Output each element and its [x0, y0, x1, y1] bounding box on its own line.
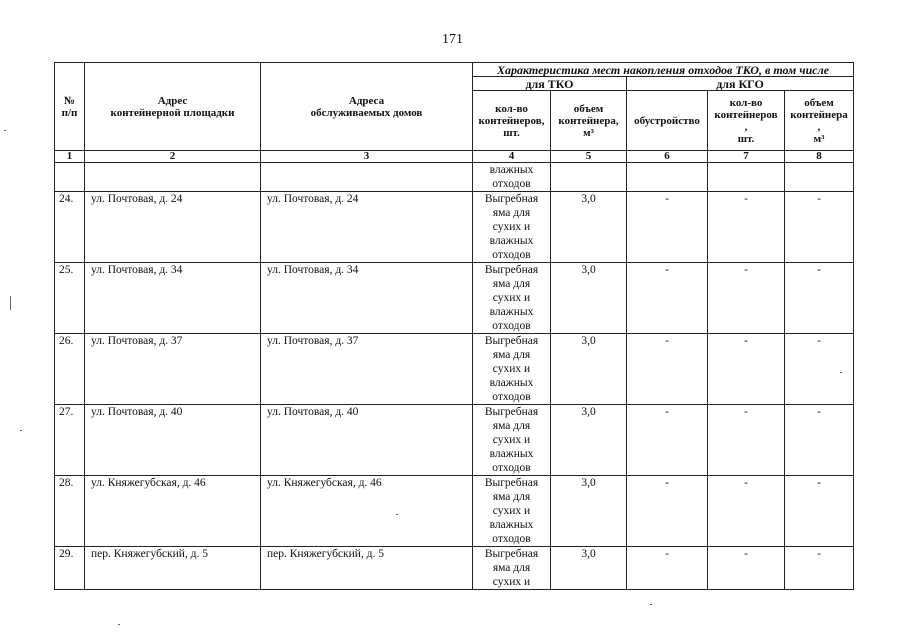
col-header-kgo-volume: объем контейнера , м³: [785, 91, 854, 151]
row-number: 26.: [55, 334, 85, 405]
waste-type-cell: Выгребная яма для сухих и влажных отходов: [473, 192, 551, 263]
waste-type-cell: Выгребная яма для сухих и влажных отходов: [473, 263, 551, 334]
kgo-volume-cell: -: [785, 263, 854, 334]
kgo-count-cell: -: [708, 263, 785, 334]
col-header-kgo: для КГО: [627, 77, 854, 91]
served-houses-address: ул. Почтовая, д. 24: [261, 192, 473, 263]
col-header-tko: для ТКО: [473, 77, 627, 91]
container-site-address: ул. Почтовая, д. 24: [85, 192, 261, 263]
table-row: [55, 263, 854, 334]
waste-type-cell: Выгребная яма для сухих и влажных отходов: [473, 476, 551, 547]
kgo-volume-cell: -: [785, 192, 854, 263]
column-number-row: [55, 151, 854, 163]
table-row-continuation: [55, 163, 854, 192]
col-header-kgo-count: кол-во контейнеров , шт.: [708, 91, 785, 151]
col-number: 6: [627, 151, 708, 163]
container-site-address: ул. Почтовая, д. 37: [85, 334, 261, 405]
col-header-no: № п/п: [55, 63, 85, 151]
table-row: [55, 547, 854, 590]
container-volume: 3,0: [551, 476, 627, 547]
row-number: 24.: [55, 192, 85, 263]
container-volume: 3,0: [551, 192, 627, 263]
table-row: [55, 334, 854, 405]
col-number: 4: [473, 151, 551, 163]
col-number: 8: [785, 151, 854, 163]
col-header-address: Адрес контейнерной площадки: [85, 63, 261, 151]
page-number: 171: [442, 32, 463, 47]
kgo-volume-cell: -: [785, 334, 854, 405]
container-volume: 3,0: [551, 334, 627, 405]
table-row: [55, 476, 854, 547]
table-row: [55, 405, 854, 476]
col-header-container-volume: объем контейнера, м³: [551, 91, 627, 151]
container-volume: 3,0: [551, 405, 627, 476]
served-houses-address: ул. Почтовая, д. 40: [261, 405, 473, 476]
col-number: 3: [261, 151, 473, 163]
served-houses-address: ул. Почтовая, д. 34: [261, 263, 473, 334]
kgo-volume-cell: -: [785, 476, 854, 547]
kgo-count-cell: -: [708, 192, 785, 263]
facility-cell: -: [627, 405, 708, 476]
col-number: 1: [55, 151, 85, 163]
row-number: 25.: [55, 263, 85, 334]
waste-sites-table: [54, 62, 854, 590]
row-number: 27.: [55, 405, 85, 476]
waste-type-cell: Выгребная яма для сухих и влажных отходов: [473, 405, 551, 476]
facility-cell: -: [627, 476, 708, 547]
col-header-facility: обустройство: [627, 91, 708, 151]
facility-cell: -: [627, 263, 708, 334]
waste-type-cell: Выгребная яма для сухих и: [473, 547, 551, 590]
kgo-count-cell: -: [708, 476, 785, 547]
container-site-address: ул. Княжегубская, д. 46: [85, 476, 261, 547]
kgo-volume-cell: -: [785, 547, 854, 590]
kgo-count-cell: -: [708, 334, 785, 405]
served-houses-address: ул. Почтовая, д. 37: [261, 334, 473, 405]
served-houses-address: пер. Княжегубский, д. 5: [261, 547, 473, 590]
container-site-address: ул. Почтовая, д. 40: [85, 405, 261, 476]
kgo-count-cell: -: [708, 547, 785, 590]
facility-cell: -: [627, 334, 708, 405]
col-number: 7: [708, 151, 785, 163]
container-site-address: пер. Княжегубский, д. 5: [85, 547, 261, 590]
waste-type-cell: влажных отходов: [473, 163, 551, 192]
facility-cell: -: [627, 192, 708, 263]
col-number: 5: [551, 151, 627, 163]
container-site-address: ул. Почтовая, д. 34: [85, 263, 261, 334]
kgo-count-cell: -: [708, 405, 785, 476]
kgo-volume-cell: -: [785, 405, 854, 476]
container-volume: 3,0: [551, 263, 627, 334]
row-number: 29.: [55, 547, 85, 590]
row-number: 28.: [55, 476, 85, 547]
container-volume: 3,0: [551, 547, 627, 590]
col-header-characteristics: Характеристика мест накопления отходов ТКО, в том числе: [473, 63, 854, 77]
table-row: [55, 192, 854, 263]
facility-cell: -: [627, 547, 708, 590]
col-header-served-houses: Адреса обслуживаемых домов: [261, 63, 473, 151]
col-header-container-count: кол-во контейнеров, шт.: [473, 91, 551, 151]
served-houses-address: ул. Княжегубская, д. 46: [261, 476, 473, 547]
col-number: 2: [85, 151, 261, 163]
waste-type-cell: Выгребная яма для сухих и влажных отходов: [473, 334, 551, 405]
